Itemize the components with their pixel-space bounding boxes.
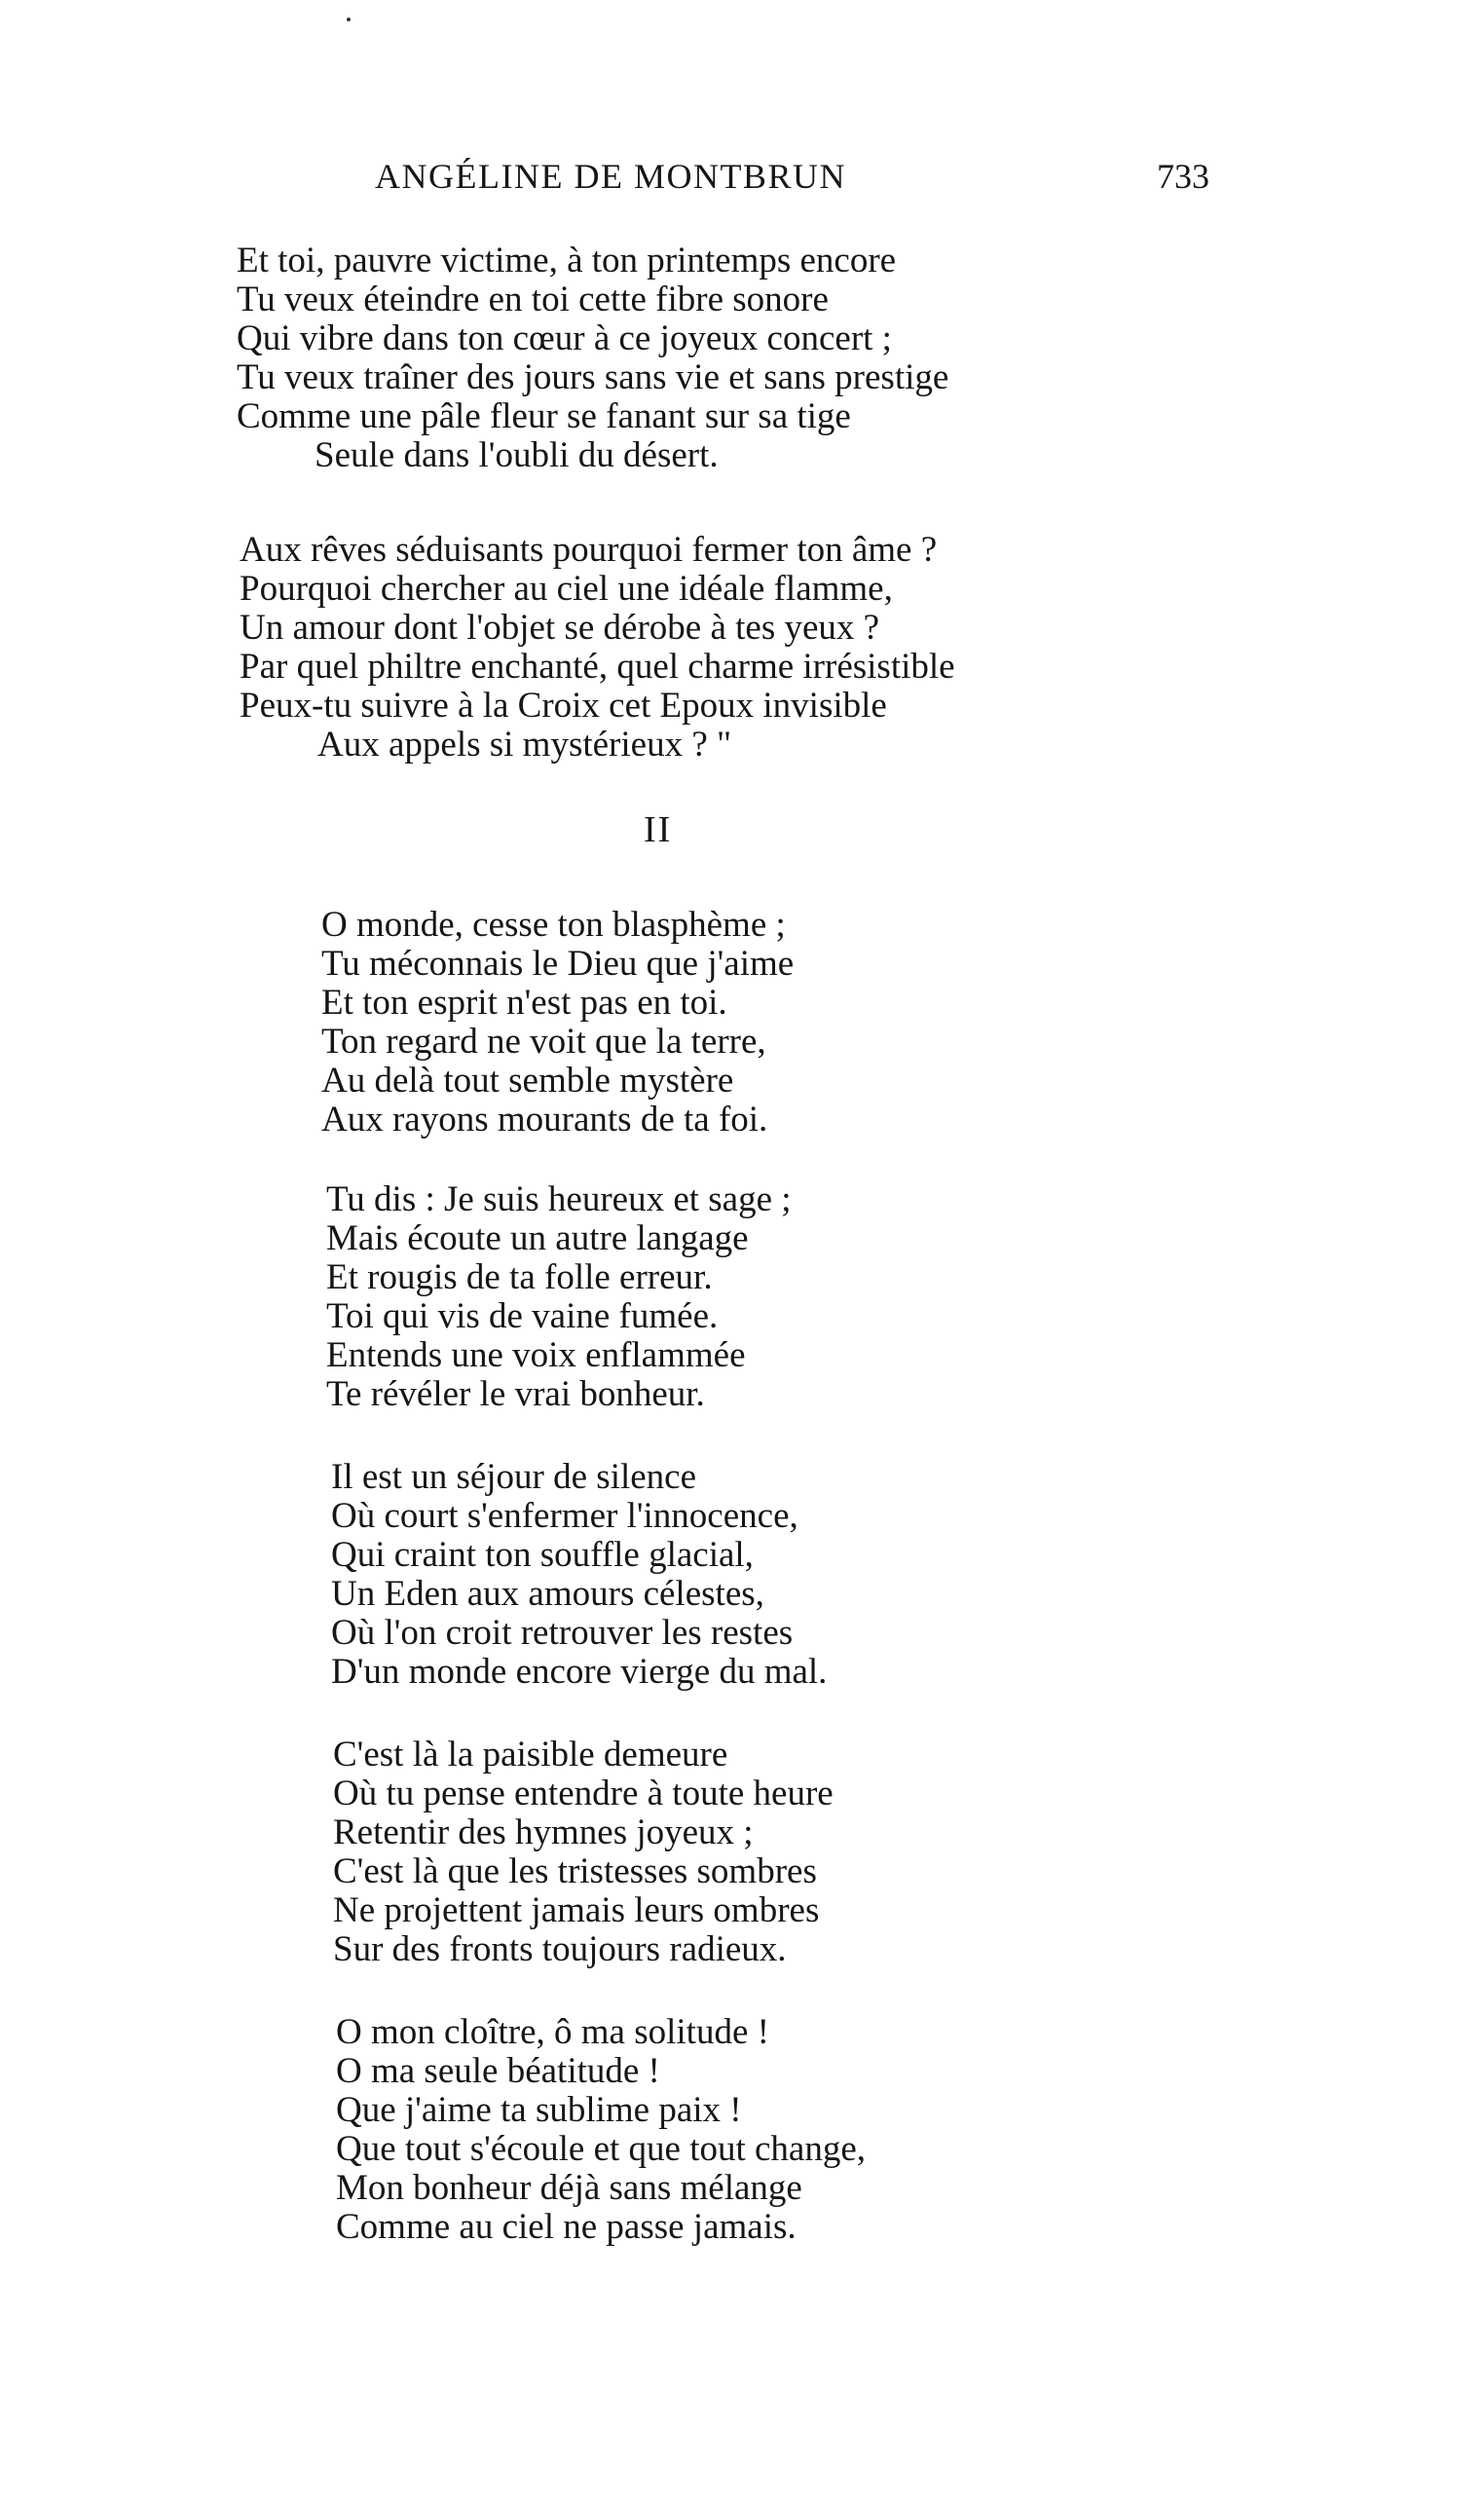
poem-line: Tu veux traîner des jours sans vie et sans prestige	[237, 357, 949, 397]
poem-line: Et ton esprit n'est pas en toi.	[321, 983, 727, 1023]
poem-line: O monde, cesse ton blasphème ;	[321, 905, 786, 945]
section-numeral: II	[644, 809, 673, 850]
poem-line: D'un monde encore vierge du mal.	[331, 1652, 828, 1692]
poem-line: Mon bonheur déjà sans mélange	[336, 2168, 802, 2208]
poem-line: Où l'on croit retrouver les restes	[331, 1613, 794, 1653]
poem-line: Aux rayons mourants de ta foi.	[321, 1100, 768, 1139]
poem-line: Te révéler le vrai bonheur.	[326, 1374, 705, 1414]
poem-line: Comme une pâle fleur se fanant sur sa tige	[237, 396, 851, 436]
poem-line: Comme au ciel ne passe jamais.	[336, 2207, 797, 2247]
running-title: ANGÉLINE DE MONTBRUN	[375, 157, 846, 196]
poem-line: Entends une voix enflammée	[326, 1335, 746, 1375]
poem-line: Pourquoi chercher au ciel une idéale flamme,	[240, 569, 893, 609]
poem-line: Qui vibre dans ton cœur à ce joyeux concert ;	[237, 318, 892, 358]
poem-line: Seule dans l'oubli du désert.	[315, 435, 719, 475]
page-number: 733	[1157, 157, 1209, 196]
poem-stanza	[326, 1180, 792, 1414]
poem-line: Un Eden aux amours célestes,	[331, 1574, 764, 1614]
poem-line: Et toi, pauvre victime, à ton printemps encore	[237, 241, 897, 280]
poem-stanza	[336, 2013, 866, 2247]
poem-line: Aux rêves séduisants pourquoi fermer ton âme ?	[240, 530, 938, 570]
poem-line: Et rougis de ta folle erreur.	[326, 1257, 713, 1297]
poem-line: Il est un séjour de silence	[331, 1457, 697, 1497]
poem-line: C'est là la paisible demeure	[333, 1735, 728, 1775]
poem-line: Tu veux éteindre en toi cette fibre sonore	[237, 280, 829, 319]
poem-line: Que tout s'écoule et que tout change,	[336, 2129, 867, 2169]
poem-line: Au delà tout semble mystère	[321, 1061, 734, 1101]
poem-stanza	[237, 242, 948, 475]
poem-line: Toi qui vis de vaine fumée.	[326, 1296, 719, 1336]
poem-line: O ma seule béatitude !	[336, 2051, 660, 2091]
poem-line: Par quel philtre enchanté, quel charme irrésistible	[240, 647, 955, 687]
poem-stanza	[331, 1458, 827, 1692]
poem-line: O mon cloître, ô ma solitude !	[336, 2012, 769, 2052]
poem-line: Tu méconnais le Dieu que j'aime	[321, 944, 795, 984]
poem-stanza	[333, 1736, 834, 1969]
poem-line: Tu dis : Je suis heureux et sage ;	[326, 1179, 792, 1219]
poem-line: Sur des fronts toujours radieux.	[333, 1929, 787, 1969]
poem-line: Que j'aime ta sublime paix !	[336, 2090, 742, 2130]
poem-line: Où tu pense entendre à toute heure	[333, 1774, 834, 1813]
poem-line: Retentir des hymnes joyeux ;	[333, 1812, 754, 1852]
poem-line: Ne projettent jamais leurs ombres	[333, 1890, 820, 1930]
poem-line: Mais écoute un autre langage	[326, 1218, 749, 1258]
poem-line: Aux appels si mystérieux ? "	[317, 725, 732, 765]
poem-line: Qui craint ton souffle glacial,	[331, 1535, 754, 1575]
poem-line: Peux-tu suivre à la Croix cet Epoux invisible	[240, 686, 887, 726]
poem-line: C'est là que les tristesses sombres	[333, 1851, 817, 1891]
poem-line: Ton regard ne voit que la terre,	[321, 1022, 766, 1062]
poem-line: Un amour dont l'objet se dérobe à tes yeux ?	[240, 608, 880, 648]
poem-stanza	[321, 906, 794, 1139]
poem-line: Où court s'enfermer l'innocence,	[331, 1496, 798, 1536]
print-speck	[347, 18, 351, 21]
poem-stanza	[240, 531, 955, 765]
